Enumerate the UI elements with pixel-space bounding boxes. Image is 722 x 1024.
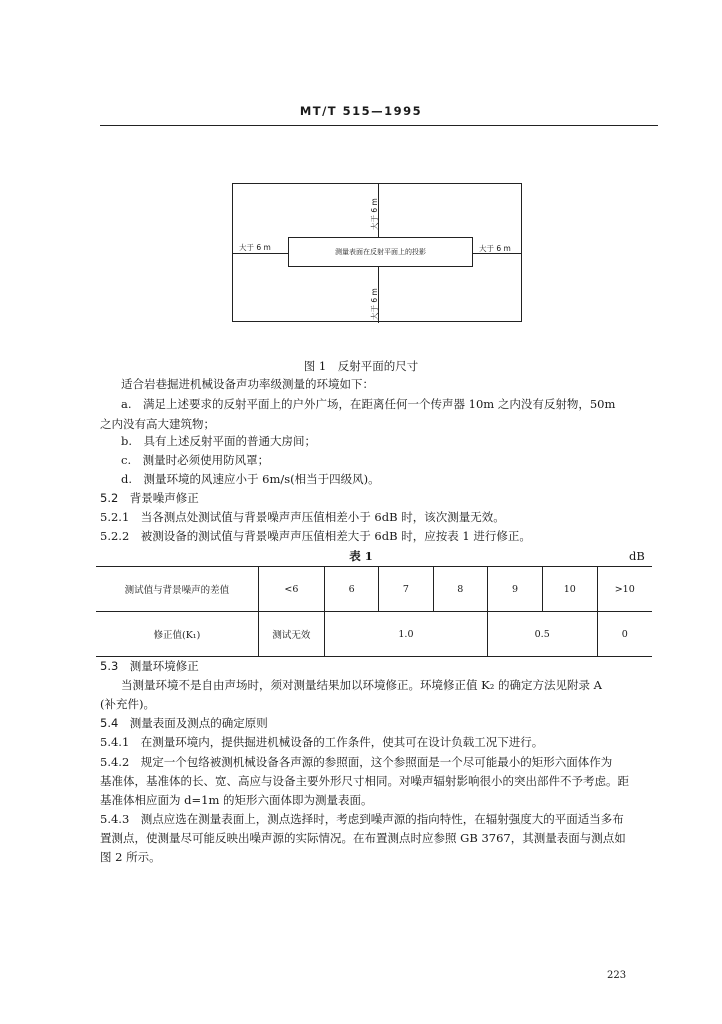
clause-5-4-2-line2: 基准体，基准体的长、宽、高应与设备主要外形尺寸相同。对噪声辐射影响很小的突出部件不予考虑。距 <box>100 774 629 788</box>
clause-5-3-line2: (补充件)。 <box>100 697 155 711</box>
clause-5-4-2-line1: 5.4.2 规定一个包络被测机械设备各声源的参照面，这个参照面是一个尽可能最小的矩形六面体作为 <box>100 755 613 769</box>
label-top: 大于 6 m <box>370 198 379 230</box>
list-item-c: c. 测量时必须使用防风罩； <box>121 453 270 467</box>
list-item-a-cont: 之内没有高大建筑物； <box>100 417 215 431</box>
section-5-3-heading: 5.3 测量环境修正 <box>100 659 199 673</box>
clause-5-4-3-line3: 图 2 所示。 <box>100 850 161 864</box>
page-header: MT/T 515—1995 <box>299 104 423 118</box>
figure-caption: 图 1 反射平面的尺寸 <box>303 359 419 373</box>
table-cell: 1.0 <box>325 612 488 657</box>
table-row <box>96 567 652 612</box>
section-5-2-heading: 5.2 背景噪声修正 <box>100 491 199 505</box>
table-cell: 8 <box>433 567 487 612</box>
table-cell: 0 <box>597 612 652 657</box>
section-5-4-heading: 5.4 测量表面及测点的确定原则 <box>100 716 268 730</box>
clause-5-4-3-line1: 5.4.3 测点应选在测量表面上，测点选择时，考虑到噪声源的指向特性，在辐射强度大的平面适当多布 <box>100 812 624 826</box>
clause-5-3-line1: 当测量环境不是自由声场时，须对测量结果加以环境修正。环境修正值 K₂ 的确定方法见附录 A <box>121 678 602 692</box>
figure-reflection-plane <box>232 183 522 322</box>
label-left: 大于 6 m <box>239 243 271 252</box>
table-cell: 9 <box>487 567 542 612</box>
table-cell: >10 <box>597 567 652 612</box>
projection-box: 测量表面在反射平面上的投影 <box>288 237 473 267</box>
label-right: 大于 6 m <box>479 244 511 253</box>
clause-5-4-1: 5.4.1 在测量环境内，提供掘进机械设备的工作条件，使其可在设计负载工况下进行。 <box>100 735 544 749</box>
header-rule <box>100 125 658 126</box>
row-header-correction: 修正值(K₁) <box>96 612 258 657</box>
table-unit: dB <box>629 549 645 563</box>
intro-paragraph: 适合岩巷掘进机械设备声功率级测量的环境如下： <box>121 377 374 391</box>
table-cell-invalid: 测试无效 <box>258 612 324 657</box>
correction-table <box>96 566 652 657</box>
table-cell: 6 <box>325 567 379 612</box>
horizontal-dim-line-left <box>233 253 288 254</box>
list-item-a: a. 满足上述要求的反射平面上的户外广场，在距离任何一个传声器 10m 之内没有反射物，50m <box>121 397 616 411</box>
clause-5-4-3-line2: 置测点，使测量尽可能反映出噪声源的实际情况。在布置测点时应参照 GB 3767，其测量表面与测点如 <box>100 831 626 845</box>
page-number: 223 <box>607 970 627 981</box>
table-cell: 0.5 <box>487 612 597 657</box>
clause-5-2-1: 5.2.1 当各测点处测试值与背景噪声声压值相差小于 6dB 时，该次测量无效。 <box>100 510 505 524</box>
table-cell: 7 <box>379 567 433 612</box>
row-header-difference: 测试值与背景噪声的差值 <box>96 567 258 612</box>
table-row <box>96 612 652 657</box>
table-cell: 10 <box>543 567 597 612</box>
table-cell: <6 <box>258 567 324 612</box>
list-item-d: d. 测量环境的风速应小于 6m/s(相当于四级风)。 <box>121 472 380 486</box>
clause-5-2-2: 5.2.2 被测设备的测试值与背景噪声声压值相差大于 6dB 时，应按表 1 进行修正。 <box>100 529 531 543</box>
list-item-b: b. 具有上述反射平面的普通大房间； <box>121 434 317 448</box>
table-title: 表 1 <box>349 549 373 563</box>
clause-5-4-2-line3: 基准体相应面为 d=1m 的矩形六面体即为测量表面。 <box>100 793 373 807</box>
label-bottom: 大于 6 m <box>370 288 379 320</box>
